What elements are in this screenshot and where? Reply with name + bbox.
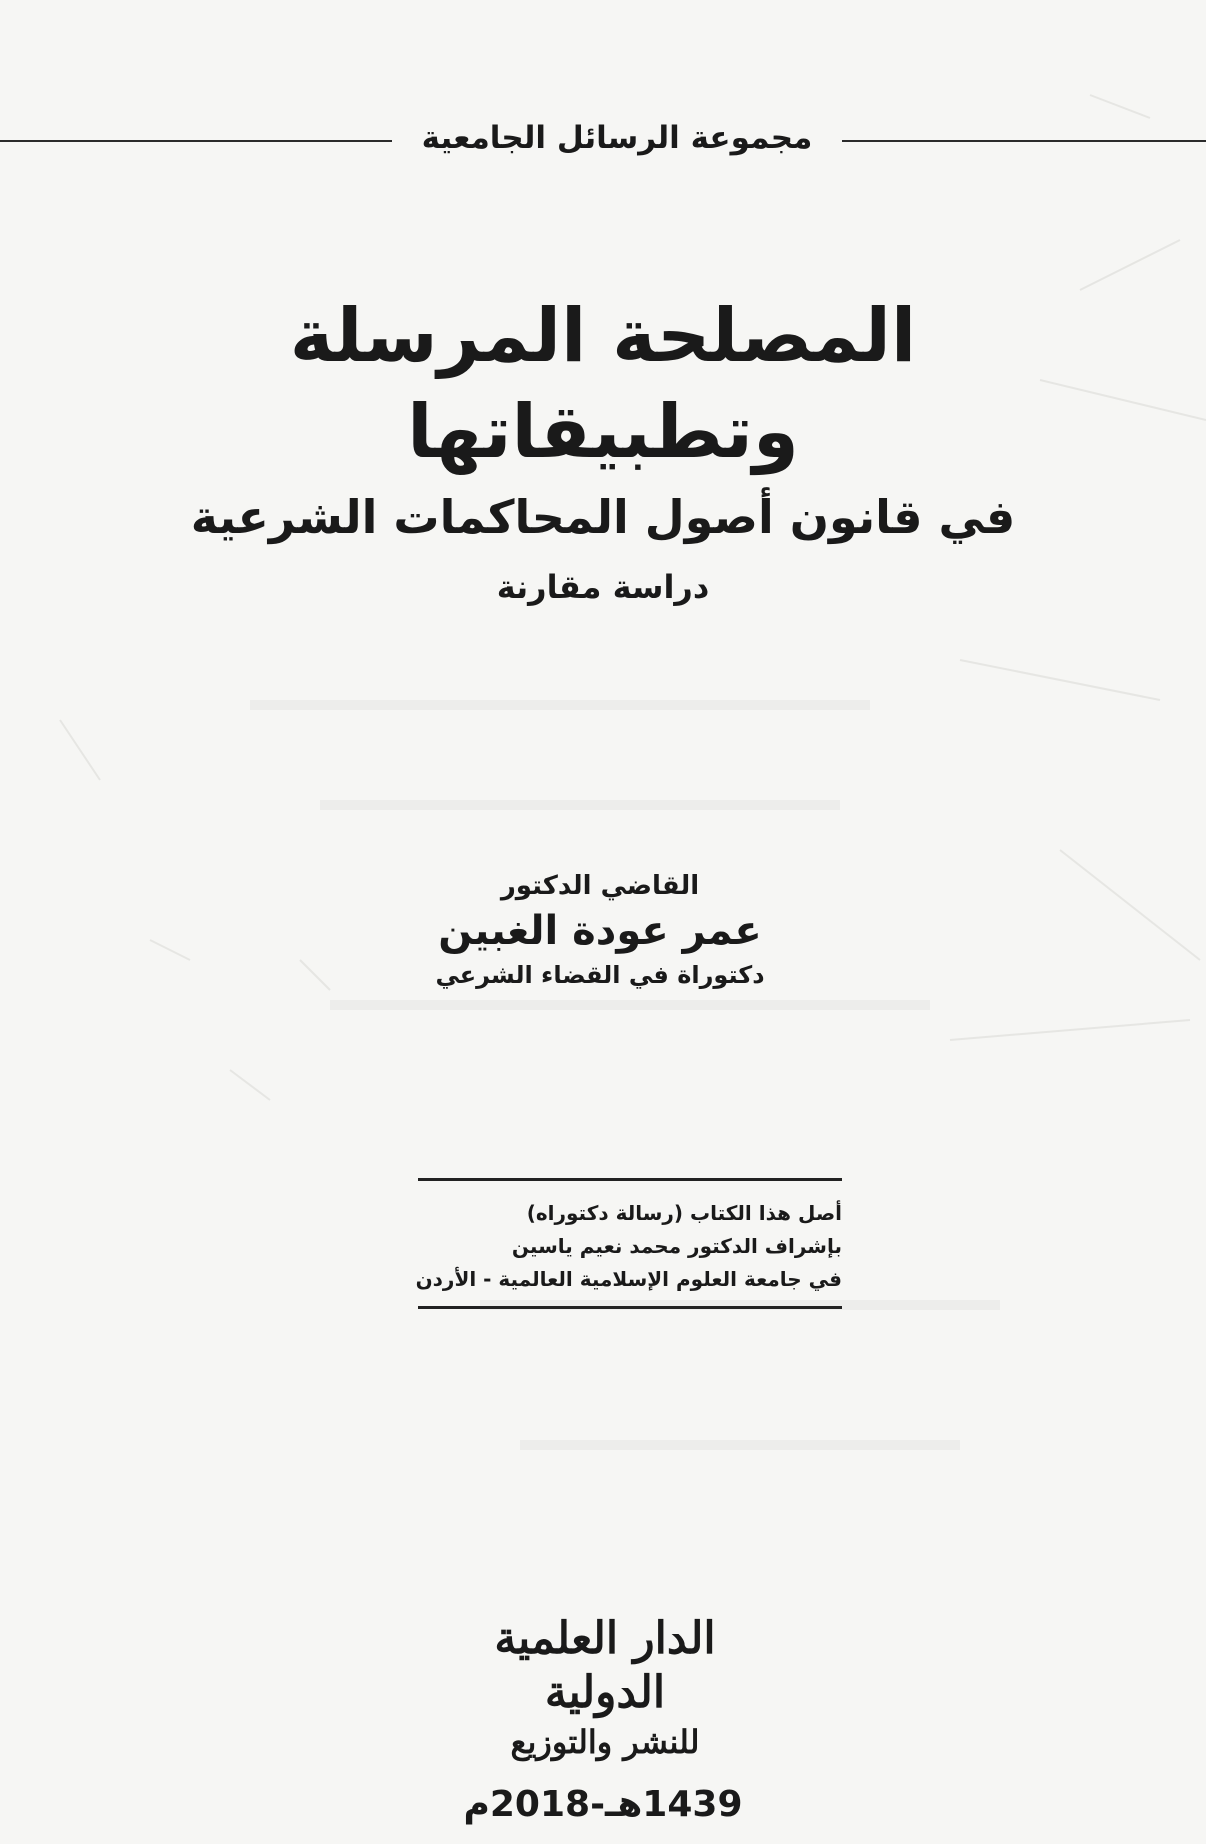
thesis-note-box <box>415 1178 842 1309</box>
series-rule-right <box>842 140 1206 142</box>
book-title-line-2: وتطبيقاتها <box>407 389 799 475</box>
book-subtitle: في قانون أصول المحاكمات الشرعية <box>190 490 1016 544</box>
title-block <box>180 288 1026 612</box>
series-rule-left <box>0 140 392 142</box>
author-title: القاضي الدكتور <box>500 871 700 901</box>
series-label: مجموعة الرسائل الجامعية <box>421 120 813 156</box>
thesis-university: في جامعة العلوم الإسلامية العالمية - الأردن <box>415 1267 842 1291</box>
thesis-supervisor: بإشراف الدكتور محمد نعيم ياسين <box>511 1234 842 1258</box>
thesis-origin: أصل هذا الكتاب (رسالة دكتوراه) <box>526 1201 842 1225</box>
author-degree: دكتوراة في القضاء الشرعي <box>435 961 765 989</box>
publisher-logo <box>460 1612 750 1764</box>
publication-year: 1439هـ-2018م <box>463 1784 743 1825</box>
book-title-line-1: المصلحة المرسلة <box>289 293 917 379</box>
series-header <box>0 118 1206 158</box>
author-name: عمر عودة الغبين <box>438 908 762 954</box>
author-block <box>380 866 820 994</box>
publisher-subtitle: للنشر والتوزيع <box>510 1723 700 1761</box>
publisher-name: الدار العلمية الدولية <box>494 1613 716 1718</box>
study-type: دراسة مقارنة <box>496 568 710 606</box>
